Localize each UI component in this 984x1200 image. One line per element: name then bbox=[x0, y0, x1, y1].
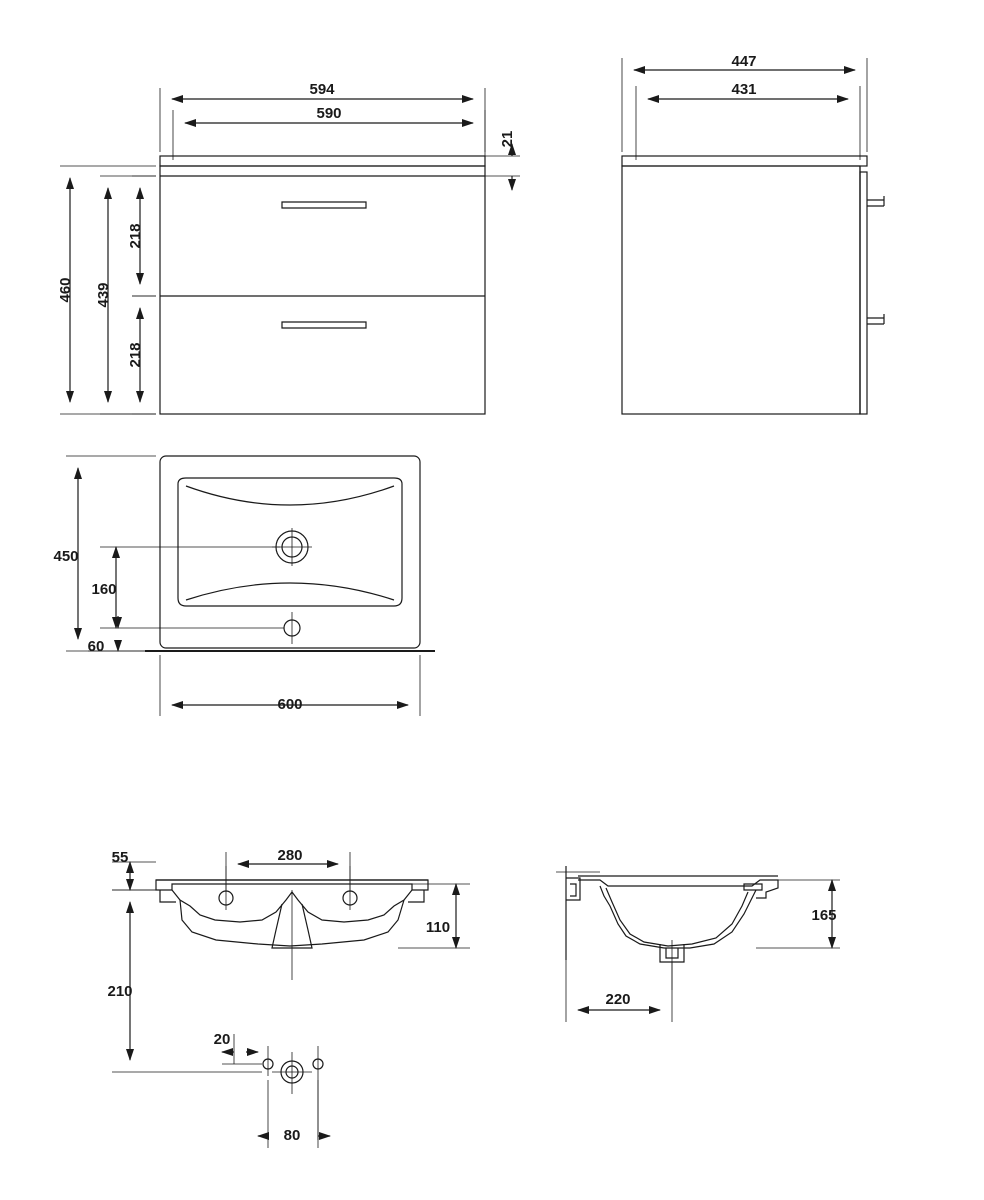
dim-label-460: 460 bbox=[57, 277, 74, 303]
dim-label-220: 220 bbox=[605, 991, 631, 1008]
dim-label-165: 165 bbox=[811, 907, 837, 924]
dim-160 bbox=[100, 547, 284, 628]
dim-label-280: 280 bbox=[277, 847, 303, 864]
dim-label-21: 21 bbox=[499, 130, 516, 148]
dim-label-439: 439 bbox=[95, 282, 112, 308]
dim-label-160: 160 bbox=[91, 581, 117, 598]
dim-label-20: 20 bbox=[213, 1031, 231, 1048]
dim-label-590: 590 bbox=[316, 105, 342, 122]
bottom-detail-basin bbox=[263, 1046, 323, 1140]
dim-label-55: 55 bbox=[111, 849, 129, 866]
side-view-cabinet bbox=[622, 156, 884, 414]
dim-21 bbox=[485, 144, 520, 190]
dim-450 bbox=[66, 456, 156, 651]
dim-447 bbox=[622, 58, 867, 152]
front-view-cabinet bbox=[160, 156, 485, 414]
side-view-basin bbox=[556, 866, 778, 990]
dim-label-110: 110 bbox=[425, 919, 451, 936]
top-view-basin bbox=[145, 456, 435, 651]
dim-label-60: 60 bbox=[87, 638, 105, 655]
dim-label-431: 431 bbox=[731, 81, 757, 98]
dim-label-594: 594 bbox=[309, 81, 335, 98]
dim-label-80: 80 bbox=[283, 1127, 301, 1144]
dim-210 bbox=[112, 890, 262, 1072]
dim-label-218-bottom: 218 bbox=[127, 342, 144, 368]
dim-label-450: 450 bbox=[53, 548, 79, 565]
dim-55 bbox=[112, 862, 156, 890]
dim-label-218-top: 218 bbox=[127, 223, 144, 249]
dim-label-210: 210 bbox=[107, 983, 133, 1000]
front-view-basin bbox=[156, 866, 428, 980]
dim-label-447: 447 bbox=[731, 53, 757, 70]
dim-label-600: 600 bbox=[277, 696, 303, 713]
